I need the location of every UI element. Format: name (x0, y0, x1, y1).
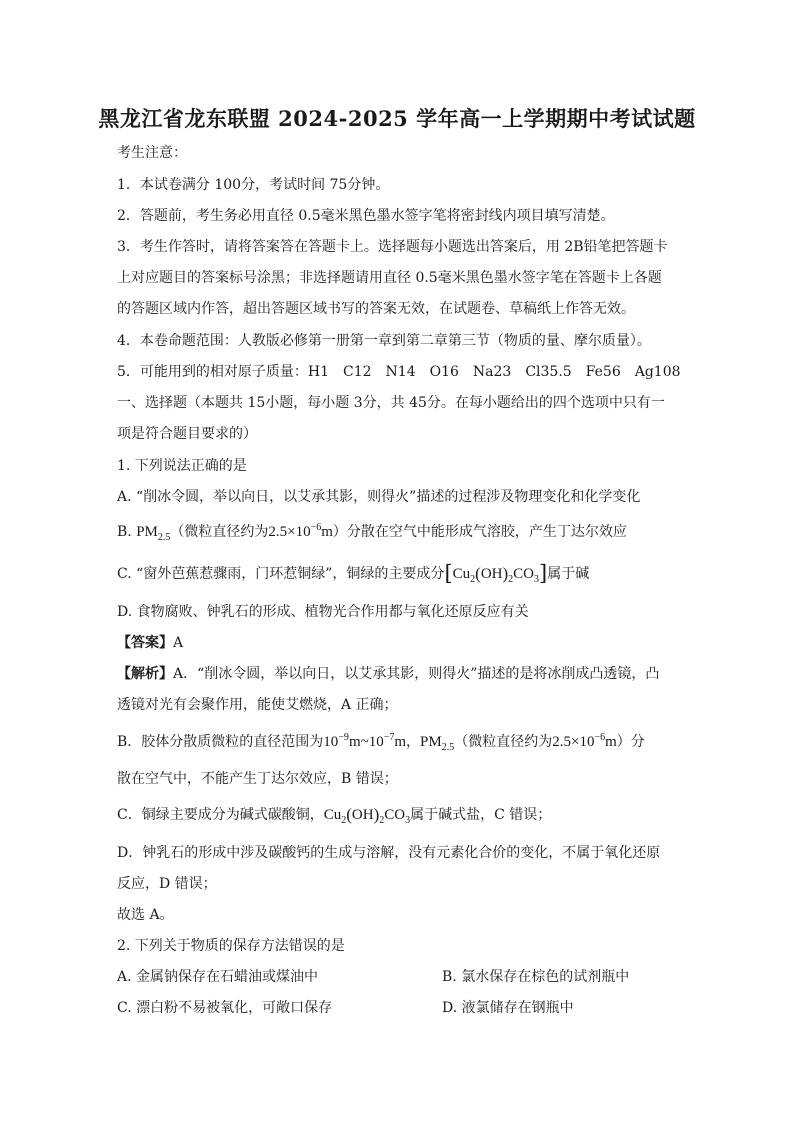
section-heading: 一、选择题（本题共 15小题，每小题 3分，共 45分。在每小题给出的四个选项中只有一 (117, 395, 665, 411)
notice-item-5: 5．可能用到的相对原子质量：H1 C12 N14 O16 Na23 Cl35.5 Fe56 Ag108 (117, 364, 681, 380)
section-heading-cont: 项是符合题目要求的） (117, 426, 257, 442)
q2-option-d: D. 液氯储存在钢瓶中 (442, 1000, 574, 1016)
notice-item-3: 3．考生作答时，请将答案答在答题卡上。选择题每小题选出答案后，用 2B铅笔把答题卡 (117, 239, 668, 255)
page-title: 黑龙江省龙东联盟 2024-2025 学年高一上学期期中考试试题 (98, 106, 696, 131)
notice-item-2: 2．答题前，考生务必用直径 0.5毫米黑色墨水签字笔将密封线内项目填写清楚。 (117, 208, 615, 224)
notice-item-1: 1．本试卷满分 100分，考试时间 75分钟。 (117, 177, 390, 193)
q1-analysis-d1: D．钟乳石的形成中涉及碳酸钙的生成与溶解，没有元素化合价的变化，不属于氧化还原 (117, 845, 661, 861)
notice-item-3-cont: 上对应题目的答案标号涂黑；非选择题请用直径 0.5毫米黑色墨水签字笔在答题卡上各题 (117, 270, 662, 286)
q1-analysis-d2: 反应，D 错误； (117, 876, 217, 892)
q1-option-a: A. “削冰令圆，举以向日，以艾承其影，则得火”描述的过程涉及物理变化和化学变化 (117, 489, 641, 505)
q1-option-b: B. $PM_{2.5}$（微粒直径约为$2.5\times 10^{-6}m$）分散在空气中能形成气溶胶，产生丁达尔效应 (117, 522, 627, 543)
q2-stem: 2. 下列关于物质的保存方法错误的是 (117, 938, 345, 954)
q1-analysis-b1: B．胶体分散质微粒的直径范围为$10^{-9}m\sim 10^{-7}m$，$PM_{2.5}$（微粒直径约为$2.5\times 10^{-6}m$）分 (117, 732, 645, 753)
q2-option-b: B. 氯水保存在棕色的试剂瓶中 (442, 969, 630, 985)
notice-item-4: 4．本卷命题范围：人教版必修第一册第一章到第二章第三节（物质的量、摩尔质量）。 (117, 333, 651, 349)
q1-answer: 【答案】A (117, 635, 184, 651)
q1-option-c: C. “窗外芭蕉惹骤雨，门环惹铜绿”，铜绿的主要成分$[Cu_2(OH)_2CO_3]$属于碱 (117, 561, 590, 585)
q2-option-a: A. 金属钠保存在石蜡油或煤油中 (117, 969, 319, 985)
notice-heading: 考生注意： (117, 145, 187, 161)
q2-option-c: C. 漂白粉不易被氧化，可敞口保存 (117, 1000, 333, 1016)
q1-conclusion: 故选 A。 (117, 907, 174, 923)
copper-formula: $Cu_2(OH)_2CO_3$ (452, 564, 540, 585)
q1-analysis-a1: 【解析】A．“削冰令圆，举以向日，以艾承其影，则得火”描述的是将冰削成凸透镜，凸 (117, 666, 660, 682)
q1-stem: 1. 下列说法正确的是 (117, 458, 247, 474)
q1-analysis-b2: 散在空气中，不能产生丁达尔效应，B 错误； (117, 771, 398, 787)
q1-analysis-a2: 透镜对光有会聚作用，能使艾燃烧，A 正确； (117, 697, 398, 713)
q1-option-d: D. 食物腐败、钟乳石的形成、植物光合作用都与氧化还原反应有关 (117, 604, 529, 620)
q1-analysis-c: C．铜绿主要成分为碱式碳酸铜，$Cu_2(OH)_2CO_3$属于碱式盐，C 错误； (117, 805, 552, 826)
notice-item-3-cont2: 的答题区域内作答，超出答题区域书写的答案无效，在试题卷、草稿纸上作答无效。 (117, 301, 635, 317)
